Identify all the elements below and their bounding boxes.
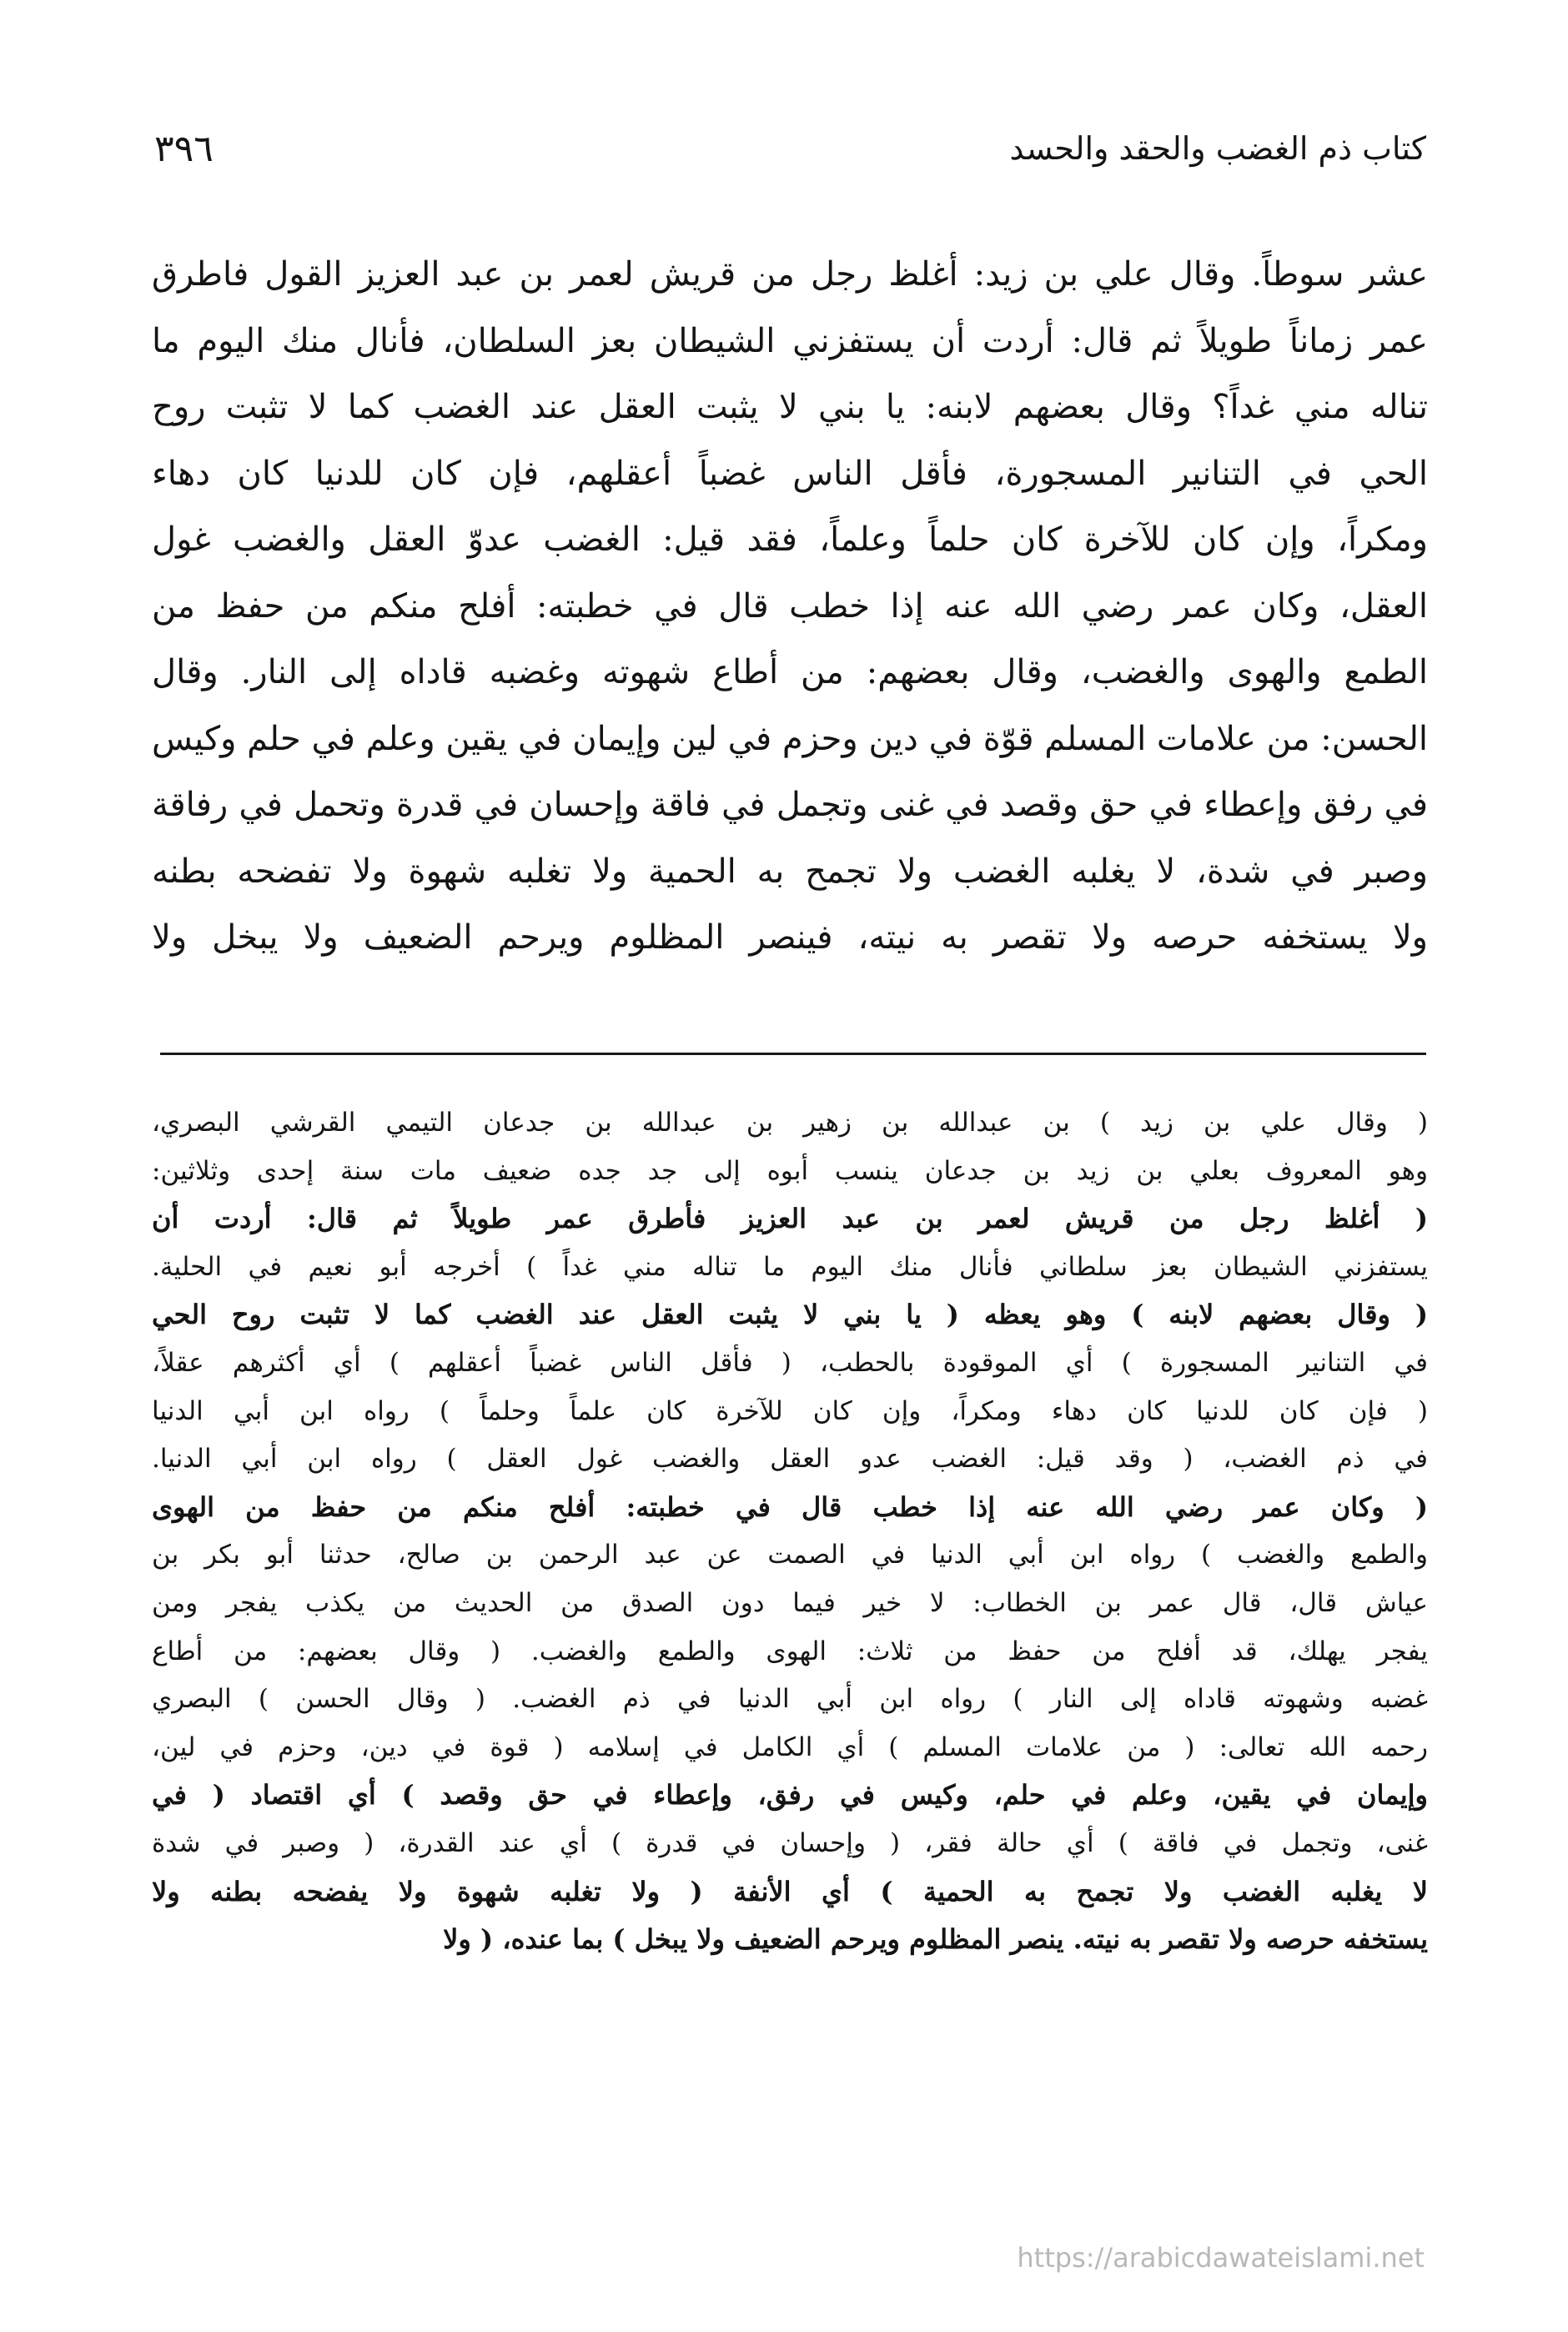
main-text-line: عمر زماناً طويلاً ثم قال: أردت أن يستفزني الشيطان بعز السلطان، فأنال منك اليوم ما	[152, 321, 1428, 360]
commentary-line: والطمع والغضب ) رواه ابن أبي الدنيا في الصمت عن عبد الرحمن بن صالح، حدثنا أبو بكر بن	[152, 1540, 1428, 1571]
commentary	[152, 1099, 1428, 1964]
commentary-line: ( فإن كان للدنيا كان دهاء ومكراً، وإن كان للآخرة كان علماً وحلماً ) رواه ابن أبي الدنيا	[152, 1395, 1428, 1426]
page-number: ٣٩٦	[154, 127, 214, 170]
commentary-line: وإيمان في يقين، وعلم في حلم، وكيس في رفق، وإعطاء في حق وقصد ) أي اقتصاد ( في	[152, 1779, 1428, 1812]
commentary-line: ( وقال علي بن زيد ) بن عبدالله بن زهير بن عبدالله بن جدعان التيمي القرشي البصري،	[152, 1108, 1428, 1138]
main-text-line: ومكراً، وإن كان للآخرة كان حلماً وعلماً، فقد قيل: الغضب عدوّ العقل والغضب غول	[152, 520, 1428, 559]
commentary-line: في التنانير المسجورة ) أي الموقودة بالحطب، ( فأقل الناس غضباً أعقلهم ) أي أكثرهم عقلاً،	[152, 1347, 1428, 1378]
main-text-line: تناله مني غداً؟ وقال بعضهم لابنه: يا بني لا يثبت العقل عند الغضب كما لا تثبت روح	[152, 388, 1428, 426]
footnote-separator	[160, 1053, 1426, 1055]
main-text-line: ولا يستخفه حرصه ولا تقصر به نيته، فينصر المظلوم ويرحم الضعيف ولا يبخل ولا	[152, 918, 1428, 957]
commentary-line: ( وقال بعضهم لابنه ) وهو يعظه ( يا بني لا يثبت العقل عند الغضب كما لا تثبت روح الحي	[152, 1299, 1428, 1331]
main-text-line: الحسن: من علامات المسلم قوّة في دين وحزم في لين وإيمان في يقين وعلم في حلم وكيس	[152, 719, 1428, 758]
commentary-line: غنى، وتجمل في فاقة ) أي حالة فقر، ( وإحسان في قدرة ) أي عند القدرة، ( وصبر في شدة	[152, 1827, 1428, 1858]
main-text-line: في رفق وإعطاء في حق وقصد في غنى وتجمل في فاقة وإحسان في قدرة وتحمل في رفاقة	[152, 786, 1428, 824]
main-text-line: عشر سوطاً. وقال علي بن زيد: أغلظ رجل من قريش لعمر بن عبد العزيز القول فاطرق	[152, 255, 1428, 294]
commentary-line: يستفزني الشيطان بعز سلطاني فأنال منك اليوم ما تناله مني غداً ) أخرجه أبو نعيم في الحلية.	[152, 1251, 1428, 1282]
running-header	[154, 123, 1426, 173]
commentary-line: لا يغلبه الغضب ولا تجمح به الحمية ) أي الأنفة ( ولا تغلبه شهوة ولا يفضحه بطنه ولا	[152, 1875, 1428, 1907]
commentary-line: رحمه الله تعالى: ( من علامات المسلم ) أي الكامل في إسلامه ( قوة في دين، وحزم في لين،	[152, 1731, 1428, 1762]
commentary-line: ( وكان عمر رضي الله عنه إذا خطب قال في خطبته: أفلح منكم من حفظ من الهوى	[152, 1490, 1428, 1523]
main-text-line: الحي في التنانير المسجورة، فأقل الناس غضباً أعقلهم، فإن كان للدنيا كان دهاء	[152, 454, 1428, 493]
commentary-line: عياش قال، قال عمر بن الخطاب: لا خير فيما دون الصدق من الحديث من يكذب يفجر ومن	[152, 1587, 1428, 1618]
commentary-line: يستخفه حرصه ولا تقصر به نيته. ينصر المظلوم ويرحم الضعيف ولا يبخل ) بما عنده، ( ولا	[443, 1923, 1428, 1956]
commentary-line: ( أغلظ رجل من قريش لعمر بن عبد العزيز فأطرق عمر طويلاً ثم قال: أردت أن	[152, 1203, 1428, 1235]
watermark: https://arabicdawateislami.net	[1017, 2242, 1425, 2274]
book-title: كتاب ذم الغضب والحقد والحسد	[1009, 130, 1426, 167]
main-text	[152, 242, 1428, 972]
main-text-line: وصبر في شدة، لا يغلبه الغضب ولا تجمح به الحمية ولا تغلبه شهوة ولا تفضحه بطنه	[152, 852, 1428, 891]
main-text-line: العقل، وكان عمر رضي الله عنه إذا خطب قال في خطبته: أفلح منكم من حفظ من	[152, 586, 1428, 626]
commentary-line: غضبه وشهوته قاداه إلى النار ) رواه ابن أبي الدنيا في ذم الغضب. ( وقال الحسن ) البصري	[152, 1684, 1428, 1715]
commentary-line: وهو المعروف بعلي بن زيد بن جدعان ينسب أبوه إلى جد جده ضعيف مات سنة إحدى وثلاثين:	[152, 1155, 1428, 1186]
commentary-line: في ذم الغضب، ( وقد قيل: الغضب عدو العقل والغضب غول العقل ) رواه ابن أبي الدنيا.	[152, 1444, 1428, 1475]
commentary-line: يفجر يهلك، قد أفلح من حفظ من ثلاث: الهوى والطمع والغضب. ( وقال بعضهم: من أطاع	[152, 1636, 1428, 1666]
main-text-line: الطمع والهوى والغضب، وقال بعضهم: من أطاع شهوته وغضبه قاداه إلى النار. وقال	[152, 653, 1428, 691]
